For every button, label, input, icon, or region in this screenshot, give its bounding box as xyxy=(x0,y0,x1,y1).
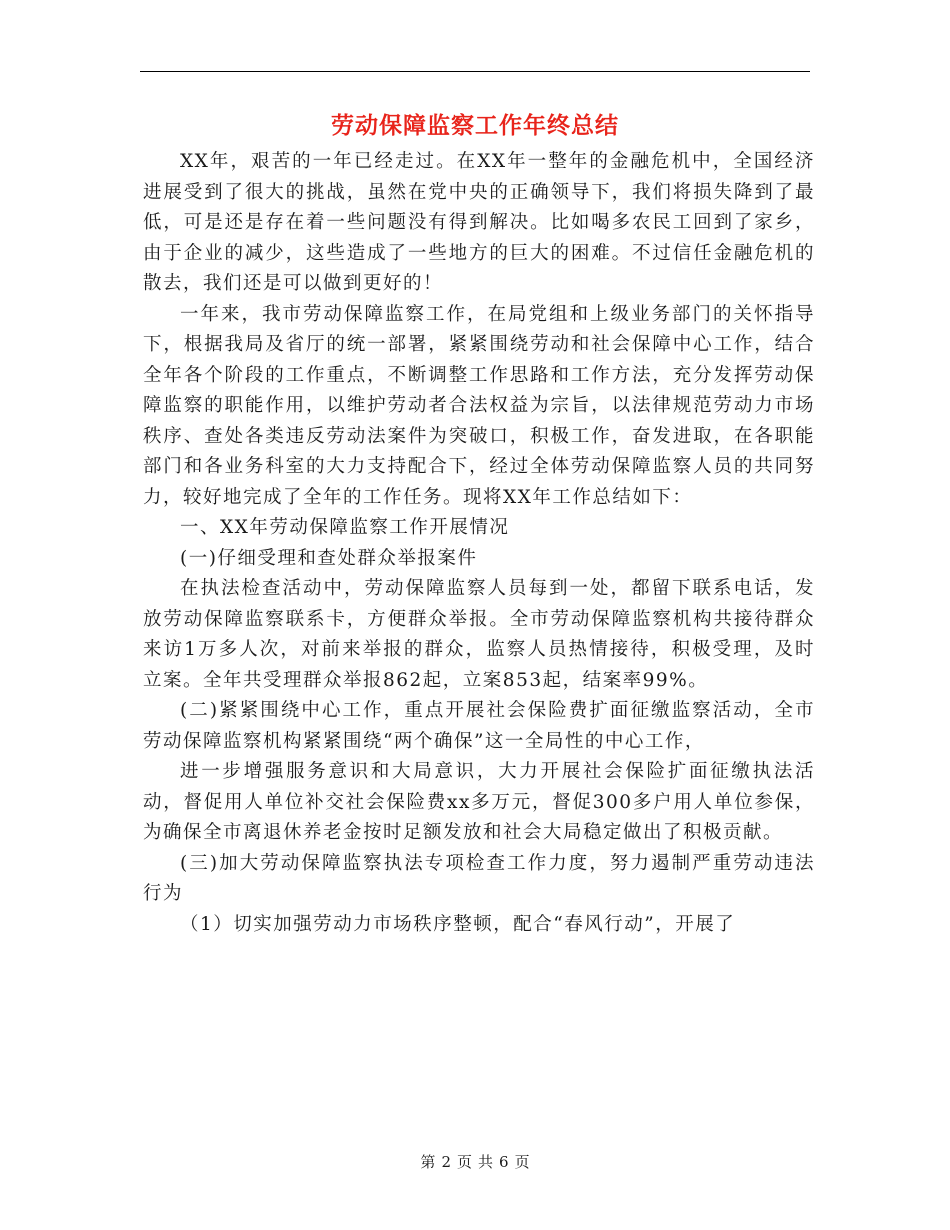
footer-page-label: 第 xyxy=(420,1153,436,1171)
paragraph-overview: 一年来，我市劳动保障监察工作，在局党组和上级业务部门的关怀指导下，根据我局及省厅的统一部署，紧紧围绕劳动和社会保障中心工作，结合全年各个阶段的工作重点，不断调整工作思路和工作方法，充分发挥劳动保障监察的职能作用，以维护劳动者合法权益为宗旨，以法律规范劳动力市场秩序、查处各类违反劳动法案件为突破口，积极工作，奋发进取，在各职能部门和各业务科室的大力支持配合下，经过全体劳动保障监察人员的共同努力，较好地完成了全年的工作任务。现将XX年工作总结如下： xyxy=(143,303,815,508)
paragraph-market-order: （1）切实加强劳动力市场秩序整顿，配合“春风行动”，开展了 xyxy=(180,913,736,935)
subsection-heading-1: (一)仔细受理和查处群众举报案件 xyxy=(180,547,478,569)
page-footer xyxy=(0,1152,950,1172)
document-body xyxy=(143,147,815,940)
footer-page-number: 2 xyxy=(441,1153,451,1171)
section-heading-1: 一、XX年劳动保障监察工作开展情况 xyxy=(180,517,510,538)
footer-page-unit: 页 xyxy=(456,1153,472,1171)
header-rule xyxy=(140,71,810,72)
footer-total-label: 共 xyxy=(478,1153,494,1171)
document-title: 劳动保障监察工作年终总结 xyxy=(331,112,619,139)
paragraph-complaints: 在执法检查活动中，劳动保障监察人员每到一处，都留下联系电话，发放劳动保障监察联系卡，方便群众举报。全市劳动保障监察机构共接待群众来访1万多人次，对前来举报的群众，监察人员热情接待，积极受理，及时立案。全年共受理群众举报862起，立案853起，结案率99%。 xyxy=(143,578,815,691)
paragraph-intro: XX年，艰苦的一年已经走过。在XX年一整年的金融危机中，全国经济进展受到了很大的挑战，虽然在党中央的正确领导下，我们将损失降到了最低，可是还是存在着一些问题没有得到解决。比如喝多农民工回到了家乡，由于企业的减少，这些造成了一些地方的巨大的困难。不过信任金融危机的散去，我们还是可以做到更好的！ xyxy=(143,151,815,294)
paragraph-insurance: 进一步增强服务意识和大局意识，大力开展社会保险扩面征缴执法活动，督促用人单位补交社会保险费xx多万元，督促300多户用人单位参保，为确保全市离退休养老金按时足额发放和社会大局稳定做出了积极贡献。 xyxy=(143,761,815,843)
footer-total-pages: 6 xyxy=(499,1153,509,1171)
subsection-heading-2: (二)紧紧围绕中心工作，重点开展社会保险费扩面征缴监察活动，全市劳动保障监察机构紧紧围绕“两个确保”这一全局性的中心工作， xyxy=(143,700,815,752)
footer-total-unit: 页 xyxy=(514,1153,530,1171)
subsection-heading-3: (三)加大劳动保障监察执法专项检查工作力度，努力遏制严重劳动违法行为 xyxy=(143,852,815,904)
